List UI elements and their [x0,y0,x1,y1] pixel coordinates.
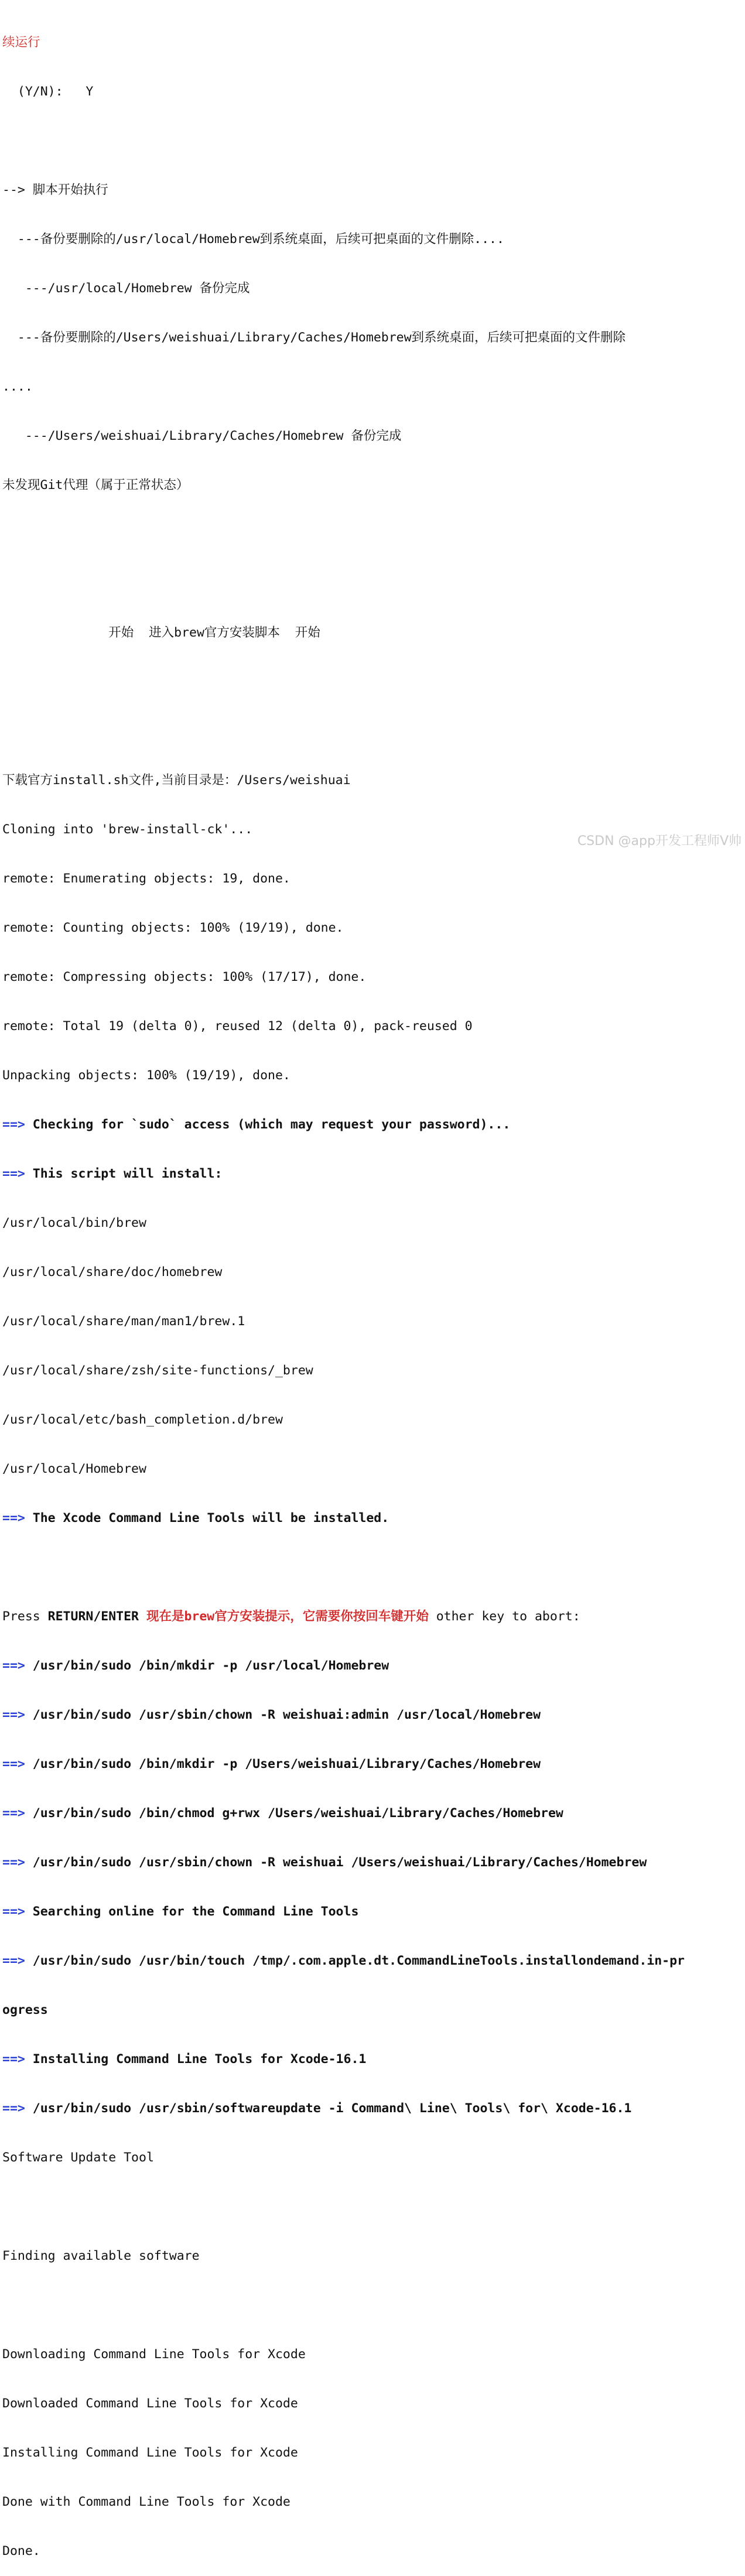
terminal-line [2,1609,745,1625]
arrow-prefix: ==> [2,1708,25,1722]
terminal-line: Finding available software [2,2249,200,2263]
terminal-line [2,1658,745,1674]
blank-line [2,576,745,592]
terminal-line [2,2101,745,2117]
return-enter-key: RETURN/ENTER [47,1609,139,1624]
blank-line [2,2297,745,2314]
blank-line [2,133,745,149]
terminal-line [2,2051,745,2068]
terminal-line: /usr/local/share/man/man1/brew.1 [2,1314,245,1329]
line-text: /usr/bin/sudo /usr/sbin/softwareupdate -i Command\ Line\ Tools\ for\ Xcode-16.1 [25,2101,632,2116]
arrow-prefix: ==> [2,1658,25,1673]
terminal-line [2,1953,745,1969]
arrow-prefix: ==> [2,1117,25,1132]
terminal-line: Done. [2,2544,40,2558]
terminal-line: Downloaded Command Line Tools for Xcode [2,2396,298,2411]
terminal-line: 开始 进入brew官方安装脚本 开始 [2,625,320,640]
terminal-line: 未发现Git代理（属于正常状态） [2,478,189,492]
terminal-line: remote: Enumerating objects: 19, done. [2,871,291,886]
line-text: /usr/bin/sudo /bin/mkdir -p /usr/local/Homebrew [25,1658,389,1673]
terminal-line: ---/Users/weishuai/Library/Caches/Homebrew 备份完成 [2,429,402,443]
terminal-line: /usr/local/share/doc/homebrew [2,1265,223,1280]
arrow-prefix: ==> [2,1806,25,1821]
terminal-line: .... [2,379,33,394]
terminal-line: remote: Counting objects: 100% (19/19), done. [2,921,344,935]
line-text: The Xcode Command Line Tools will be installed. [25,1511,389,1525]
terminal-line: remote: Compressing objects: 100% (17/17), done. [2,970,367,984]
terminal-line: (Y/N): Y [2,84,94,99]
terminal-line [2,1756,745,1773]
line-text: /usr/bin/sudo /usr/sbin/chown -R weishuai /Users/weishuai/Library/Caches/Homebrew [25,1855,647,1870]
terminal-line: Downloading Command Line Tools for Xcode [2,2347,306,2362]
terminal-line: /usr/local/bin/brew [2,1216,146,1230]
line-text: Press [2,1609,48,1624]
terminal-line: /usr/local/Homebrew [2,1462,146,1476]
terminal-line: 续运行 [2,35,40,50]
arrow-prefix: ==> [2,1757,25,1771]
line-text: This script will install: [25,1166,223,1181]
terminal-output [2,2,745,2576]
terminal-line [2,1117,745,1133]
terminal-line: ---备份要删除的/usr/local/Homebrew到系统桌面，后续可把桌面的文件删除.... [2,232,504,247]
terminal-line: Cloning into 'brew-install-ck'... [2,822,253,837]
line-text: /usr/bin/sudo /bin/mkdir -p /Users/weishuai/Library/Caches/Homebrew [25,1757,541,1771]
terminal-line [2,1805,745,1822]
line-text: /usr/bin/sudo /bin/chmod g+rwx /Users/weishuai/Library/Caches/Homebrew [25,1806,563,1821]
blank-line [2,723,745,740]
line-text: Checking for `sudo` access (which may request your password)... [25,1117,511,1132]
terminal-line: /usr/local/share/zsh/site-functions/_brew [2,1363,313,1378]
arrow-prefix: ==> [2,2052,25,2067]
csdn-watermark: CSDN @app开发工程师V帅 [577,834,741,849]
annotation-text: 现在是brew官方安装提示，它需要你按回车键开始 [139,1609,429,1624]
line-text: Installing Command Line Tools for Xcode-16.1 [25,2052,367,2067]
terminal-line: Installing Command Line Tools for Xcode [2,2445,298,2460]
terminal-line: remote: Total 19 (delta 0), reused 12 (delta 0), pack-reused 0 [2,1019,473,1034]
arrow-prefix: ==> [2,1855,25,1870]
arrow-prefix: ==> [2,1166,25,1181]
terminal-line: Done with Command Line Tools for Xcode [2,2495,291,2509]
arrow-prefix: ==> [2,1904,25,1919]
terminal-line [2,1855,745,1871]
terminal-line [2,1904,745,1920]
terminal-line: ---备份要删除的/Users/weishuai/Library/Caches/Homebrew到系统桌面，后续可把桌面的文件删除 [2,330,626,345]
line-text: /usr/bin/sudo /usr/sbin/chown -R weishuai:admin /usr/local/Homebrew [25,1708,541,1722]
line-text: /usr/bin/sudo /usr/bin/touch /tmp/.com.apple.dt.CommandLineTools.installondemand.in-pr [25,1954,685,1968]
terminal-line: Unpacking objects: 100% (19/19), done. [2,1068,291,1083]
terminal-line: Software Update Tool [2,2150,154,2165]
terminal-line: 下载官方install.sh文件,当前目录是：/Users/weishuai [2,773,351,788]
line-text: other key to abort: [428,1609,580,1624]
terminal-line: --> 脚本开始执行 [2,183,108,197]
terminal-line [2,1510,745,1527]
terminal-line: ogress [2,2003,48,2017]
blank-line [2,1559,745,1576]
terminal-line: /usr/local/etc/bash_completion.d/brew [2,1412,283,1427]
arrow-prefix: ==> [2,1954,25,1968]
terminal-line [2,1166,745,1182]
arrow-prefix: ==> [2,2101,25,2116]
terminal-line: ---/usr/local/Homebrew 备份完成 [2,281,250,296]
line-text: Searching online for the Command Line Tools [25,1904,359,1919]
arrow-prefix: ==> [2,1511,25,1525]
blank-line [2,674,745,690]
blank-line [2,2199,745,2215]
terminal-line [2,1707,745,1723]
blank-line [2,526,745,543]
